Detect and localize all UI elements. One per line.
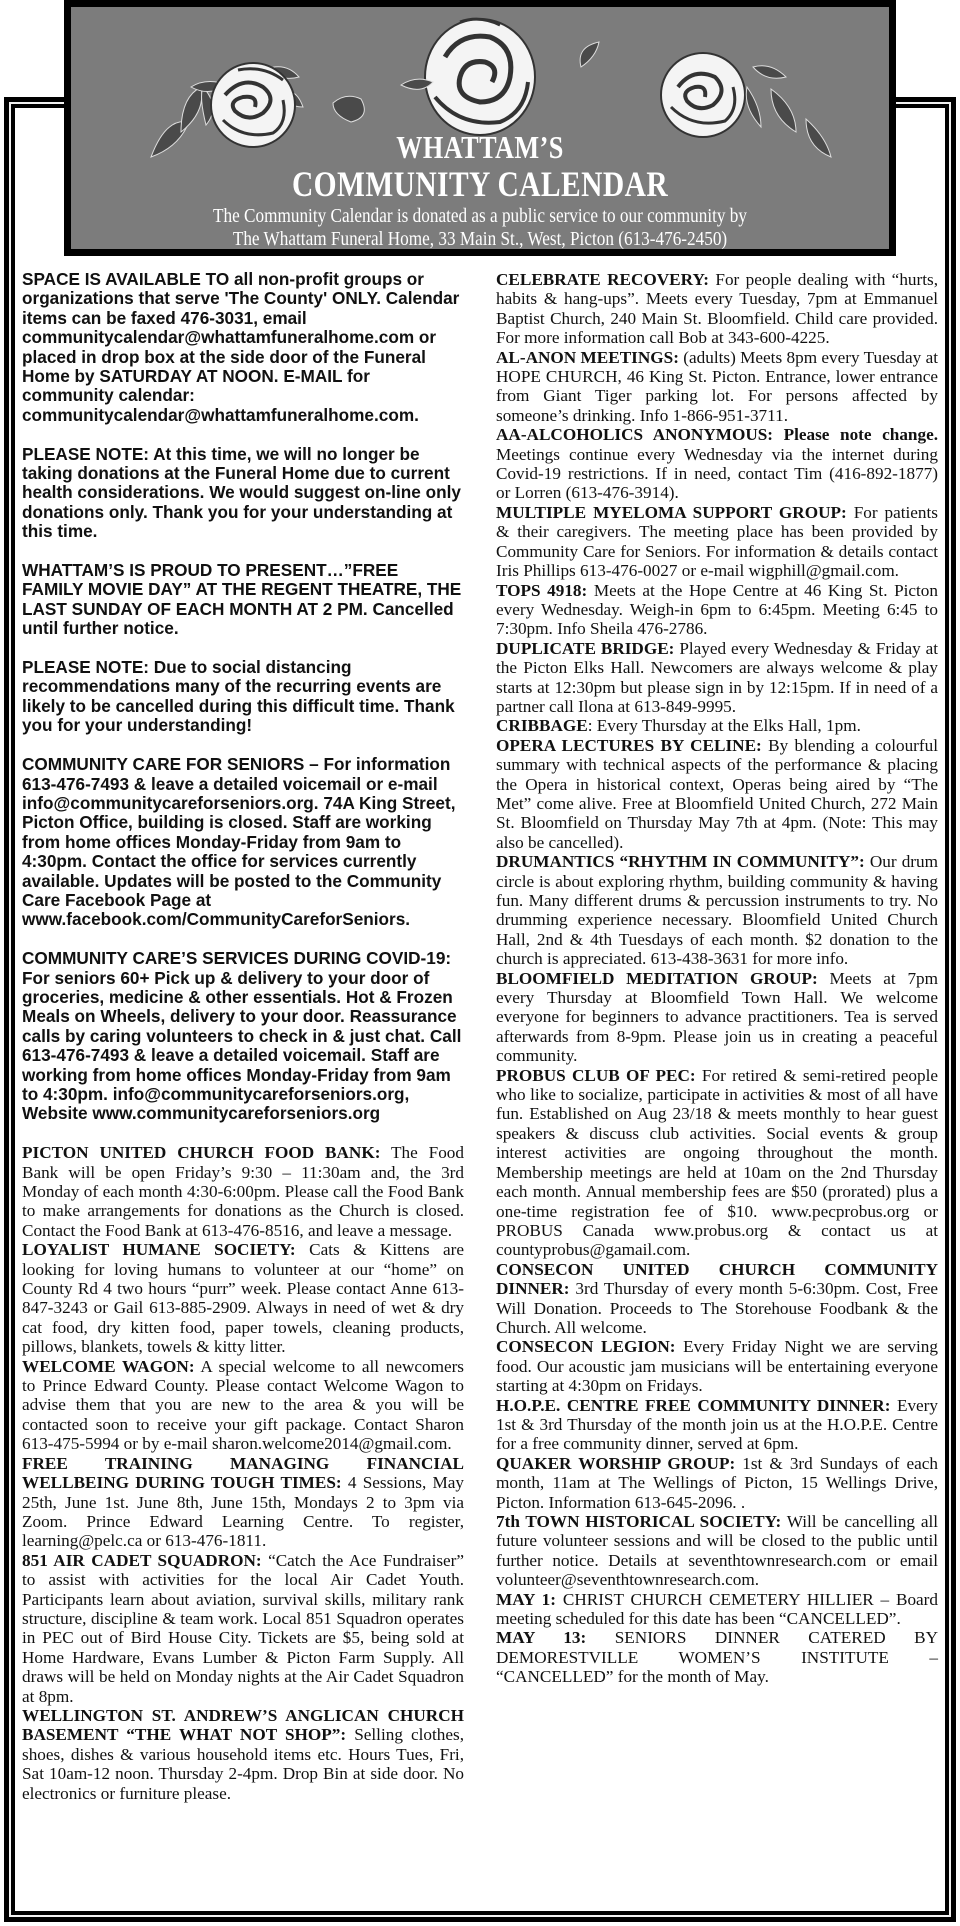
entry-body: 4 Sessions, May 25th, June 1st. June 8th, June 15th, Mondays 2 to 3pm via Zoom. Prince Edward Learning Centre. To register, learning@pelc.ca or 613-476-1811.: [22, 1473, 464, 1551]
list-item: [496, 736, 938, 852]
list-item: [496, 639, 938, 717]
entry-body: Meets at the Hope Centre at 46 King St. Picton every Wednesday. Weigh-in 6pm to 6:45pm. Meeting 6:45 to 7:30pm. Info Sheila 476-2786.: [496, 580, 938, 639]
entry-heading: CONSECON LEGION:: [496, 1337, 676, 1357]
entry-heading: CONSECON UNITED CHURCH COMMUNITY DINNER:: [496, 1259, 938, 1299]
subtitle-line-1: The Community Calendar is donated as a public service to our community by: [212, 205, 748, 227]
entry-heading: AA-ALCOHOLICS ANONYMOUS: Please note change.: [496, 425, 938, 445]
entry-heading: PROBUS CLUB OF PEC:: [496, 1065, 696, 1085]
entry-body: For people dealing with “hurts, habits & hang-ups”. Meets every Tuesday, 7pm at Emmanuel Baptist Church, 240 Main St. Bloomfield. Child care provided. For more information call Bob at 343-600-4225.: [496, 270, 938, 348]
list-item: [496, 503, 938, 581]
entry-heading: PICTON UNITED CHURCH FOOD BANK:: [22, 1143, 381, 1163]
entry-body: Selling clothes, shoes, dishes & various household items etc. Hours Tues, Fri, Sat 10am-12 noon. Thursday 2-4pm. Drop Bin at side door. No electronics or furniture please.: [22, 1725, 465, 1803]
entry-body: Meets at 7pm every Thursday at Bloomfield Town Hall. We welcome everyone for beginners to advance practitioners. Tea is served afterwards from 8-9pm. Please join us in creating a peaceful community.: [496, 968, 938, 1066]
entry-heading: WELLINGTON ST. ANDREW’S ANGLICAN CHURCH BASEMENT “THE WHAT NOT SHOP”:: [22, 1705, 464, 1745]
entry-body: Every 1st & 3rd Thursday of the month join us at the H.O.P.E. Centre for a free community dinner, served at 6pm.: [496, 1395, 938, 1454]
entry-body: For patients & their caregivers. The meeting place has been provided by Community Care for Seniors. For information & details contact Iris Phillips 613-476-0027 or e-mail wigphill@gmail.com.: [496, 502, 938, 581]
list-item: [22, 1240, 464, 1356]
entry-body: 1st & 3rd Sundays of each month, 11am at The Wellings of Picton, 15 Wellings Drive, Picton. Information 613-645-2096. .: [496, 1453, 938, 1512]
entry-body: For retired & semi-retired people who like to socialize, participate in activities & most of all have fun. Established on Aug 23/18 & meets monthly to hear guest speakers & discuss club activities. Social events & group interest activities are ongoing throughout the month. Membership meetings are held at 10am on the 2nd Thursday each month. Annual membership fees are $50 (prorated) plus a one-time registration fee of $10. www.pecprobus.org or PROBUS Canada www.probus.org & contact us at countyprobus@gamail.com.: [496, 1065, 938, 1260]
entry-heading: 851 AIR CADET SQUADRON:: [22, 1550, 262, 1570]
list-item: [496, 425, 938, 503]
entry-body: By blending a colourful summary with technical aspects of the performance & placing the Opera in historical context, Operas being aired by “The Met” come alive. Free at Bloomfield United Church, 272 Main St. Bloomfield on Thursday May 7th at 4pm. (Note: This may also be cancelled).: [496, 735, 938, 852]
right-column: [496, 270, 938, 1687]
notice-movie-day: WHATTAM’S IS PROUD TO PRESENT…”FREE FAMILY MOVIE DAY” AT THE REGENT THEATRE, THE LAST SUNDAY OF EACH MONTH AT 2 PM. Cancelled until further notice.: [22, 560, 462, 639]
notice-donations: PLEASE NOTE: At this time, we will no longer be taking donations at the Funeral Home due to current health considerations. We would suggest on-line only donations only. Thank you for your understanding at this time.: [22, 443, 461, 542]
list-item: [496, 1396, 938, 1454]
entry-heading: CELEBRATE RECOVERY:: [496, 270, 710, 289]
entry-body: CHRIST CHURCH CEMETERY HILLIER – Board meeting scheduled for this date has been “CANCELLED”.: [496, 1589, 938, 1629]
list-item: [496, 1260, 938, 1338]
entry-heading: QUAKER WORSHIP GROUP:: [496, 1453, 736, 1473]
list-item: [496, 581, 938, 639]
list-item: [496, 969, 938, 1066]
entry-heading: LOYALIST HUMANE SOCIETY:: [22, 1240, 296, 1260]
entry-heading: BLOOMFIELD MEDITATION GROUP:: [496, 968, 818, 988]
list-item: [22, 1551, 464, 1706]
entry-heading: MAY 1:: [496, 1589, 556, 1609]
entry-body: Played every Wednesday & Friday at the Picton Elks Hall. Newcomers are always welcome & play starts at 12:30pm but please sign in by 12:15pm. If in need of a partner call Ilona at 613-849-9995.: [496, 638, 938, 716]
list-item: [496, 1512, 938, 1590]
entry-heading: DRUMANTICS “RHYTHM IN COMMUNITY”:: [496, 852, 865, 872]
list-item: [22, 1357, 464, 1454]
list-item: [496, 270, 938, 348]
header-banner-panel: [71, 7, 889, 249]
list-item: [496, 716, 938, 735]
list-item: [22, 1143, 464, 1240]
list-item: [496, 1590, 938, 1629]
entry-heading: TOPS 4918:: [496, 580, 588, 600]
entry-heading: WELCOME WAGON:: [22, 1356, 195, 1376]
entry-body: A special welcome to all newcomers to Prince Edward County. Please contact Welcome Wagon to advise them that you are new to the area & you will be contacted soon to receive your gift package. Contact Sharon 613-475-5994 or by e-mail sharon.welcome2014@gmail.com.: [22, 1356, 464, 1454]
entry-body: Meetings continue every Wednesday via the internet during Covid-19 restrictions. If in need, contact Tim (416-892-1877) or Lorren (613-476-3914).: [496, 444, 938, 503]
entry-body: (adults) Meets 8pm every Tuesday at HOPE CHURCH, 46 King St. Picton. Entrance, lower entrance from Giant Tiger parking lot. For persons affected by someone’s drinking. Info 1-866-951-3711.: [496, 347, 938, 425]
entry-body: Every Friday Night we are serving food. Our acoustic jam musicians will be entertaining everyone starting at 4:30pm on Fridays.: [496, 1337, 938, 1396]
entry-body: : Every Thursday at the Elks Hall, 1pm.: [587, 716, 861, 736]
entry-body: “Catch the Ace Fundraiser” to assist with activities for the local Air Cadet Youth. Participants learn about aviation, survival skills, military rank structure, discipline & team work. Local 851 Squadron operates in PEC out of Bird House City. Tickets are $5, being sold at Home Hardware, Evans Lumber & Picton Farm Supply. All draws will be held on Monday nights at the Air Cadet Squadron at 8pm.: [22, 1550, 465, 1706]
list-item: [496, 1337, 938, 1395]
list-item: [496, 852, 938, 968]
list-item: [496, 1628, 938, 1686]
entry-body: Our drum circle is about exploring rhythm, building community & having fun. Many different drums & percussion instruments to try. No drumming experience necessary. Bloomfield United Church Hall, 2nd & 4th Tuesdays of each month. $2 donation to the church is appreciated. 613-438-3631 for more info.: [496, 852, 938, 969]
entry-body: SENIORS DINNER CATERED BY DEMORESTVILLE WOMEN’S INSTITUTE – “CANCELLED” for the month of May.: [496, 1628, 938, 1687]
entry-heading: AL-ANON MEETINGS:: [496, 347, 679, 367]
notice-social-distancing: PLEASE NOTE: Due to social distancing recommendations many of the recurring events are likely to be cancelled during this difficult time. Thank you for your understanding!: [22, 657, 455, 736]
notice-space-available: SPACE IS AVAILABLE TO all non-profit groups or organizations that serve 'The County' ONLY. Calendar items can be faxed 476-3031, email communitycalendar@whattamfuneralhome.com or placed in drop box at the side door of the Funeral Home by SATURDAY AT NOON. E-MAIL for community calendar: communitycalendar@whattamfuneralhome.com.: [22, 269, 460, 425]
list-item: [22, 1454, 464, 1551]
subtitle-line-2: The Whattam Funeral Home, 33 Main St., West, Picton (613-476-2450): [232, 228, 728, 249]
entry-heading: MULTIPLE MYELOMA SUPPORT GROUP:: [496, 502, 847, 522]
notice-covid-services: COMMUNITY CARE’S SERVICES DURING COVID-19: For seniors 60+ Pick up & delivery to your door of groceries, medicine & other essentials. Hot & Frozen Meals on Wheels, delivery to your door. Reassurance calls by caring volunteers to check in & just chat. Call 613-476-7493 & leave a detailed voicemail. Staff are working from home offices Monday-Friday from 9am to 4:30pm. info@communitycareforseniors.org, Website www.communitycareforseniors.org: [22, 948, 462, 1124]
notice-community-care: COMMUNITY CARE FOR SENIORS – For information 613-476-7493 & leave a detailed voicemail or e-mail info@communitycareforseniors.org. 74A King Street, Picton Office, building is closed. Staff are working from home offices Monday-Friday from 9am to 4:30pm. Contact the office for services currently available. Updates will be posted to the Community Care Facebook Page at www.facebook.com/CommunityCareforSeniors.: [22, 754, 456, 930]
entry-body: The Food Bank will be open Friday’s 9:30 – 11:30am and, the 3rd Monday of each month 4:30-6:00pm. Please call the Food Bank to make arrangements for donations as the Church is closed. Contact the Food Bank at 613-476-8516, and leave a message.: [22, 1143, 464, 1240]
list-item: [22, 1706, 464, 1803]
entry-heading: FREE TRAINING MANAGING FINANCIAL WELLBEING DURING TOUGH TIMES:: [22, 1453, 464, 1493]
entry-heading: OPERA LECTURES BY CELINE:: [496, 735, 762, 755]
entry-heading: 7th TOWN HISTORICAL SOCIETY:: [496, 1512, 782, 1531]
title-line-1: WHATTAM’S: [396, 129, 564, 165]
list-item: [496, 348, 938, 426]
entry-heading: MAY 13:: [496, 1628, 587, 1648]
header-banner: [64, 0, 896, 256]
list-item: [496, 1066, 938, 1260]
entry-heading: CRIBBAGE: [496, 716, 588, 736]
title-line-2: COMMUNITY CALENDAR: [291, 164, 669, 204]
entry-heading: DUPLICATE BRIDGE:: [496, 638, 675, 658]
entry-heading: H.O.P.E. CENTRE FREE COMMUNITY DINNER:: [496, 1395, 891, 1415]
entry-body: 3rd Thursday of every month 5-6:30pm. Cost, Free Will Donation. Proceeds to The Storehouse Foodbank & the Church. All welcome.: [496, 1279, 938, 1337]
left-column: [22, 270, 464, 1803]
list-item: [496, 1454, 938, 1512]
entry-body: Will be cancelling all future volunteer sessions and will be closed to the public until further notice. Details at seventhtownresearch.com or email volunteer@seventhtownresearch.com.: [496, 1512, 938, 1590]
entry-body: Cats & Kittens are looking for loving humans to volunteer at our “home” on County Rd 4 two hours “purr” week. Please contact Anne 613-847-3243 or Gail 613-885-2909. Always in need of wet & dry cat food, dry kitten food, paper towels, cleaning products, pillows, blankets, towels & kitty litter.: [22, 1240, 465, 1357]
